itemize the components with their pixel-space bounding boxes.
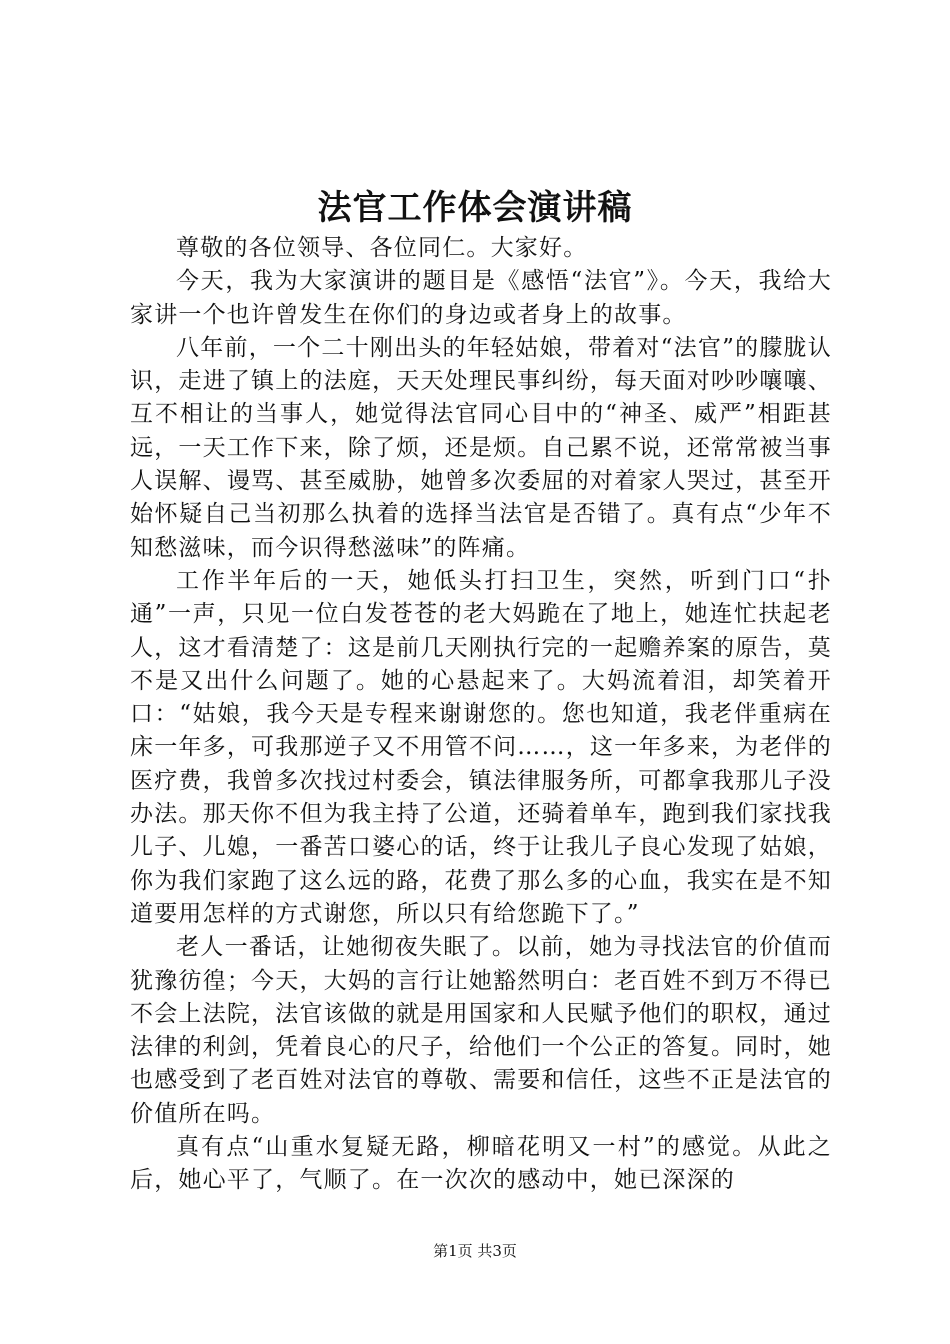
paragraph-turning-point: 真有点“山重水复疑无路，柳暗花明又一村”的感觉。从此之后，她心平了，气顺了。在一次次的感动中，她已深深的: [130, 1134, 832, 1194]
page-number-footer: 第1页 共3页: [433, 1242, 517, 1260]
paragraph-half-year-later: 工作半年后的一天，她低头打扫卫生，突然，听到门口“扑通”一声，只见一位白发苍苍的老大妈跪在了地上，她连忙扶起老人，这才看清楚了：这是前几天刚执行完的一起赡养案的原告，莫不是又出什么问题了。她的心悬起来了。大妈流着泪，却笑着开口：“姑娘，我今天是专程来谢谢您的。您也知道，我老伴重病在床一年多，可我那逆子又不用管不问……，这一年多来，为老伴的医疗费，我曾多次找过村委会，镇法律服务所，可都拿我那儿子没办法。那天你不但为我主持了公道，还骑着单车，跑到我们家找我儿子、儿媳，一番苦口婆心的话，终于让我儿子良心发现了姑娘，你为我们家跑了这么远的路，花费了那么多的心血，我实在是不知道要用怎样的方式谢您，所以只有给您跪下了。”: [130, 567, 832, 927]
paragraph-topic: 今天，我为大家演讲的题目是《感悟“法官”》。今天，我给大家讲一个也许曾发生在你们的身边或者身上的故事。: [130, 268, 832, 328]
document-title: 法官工作体会演讲稿: [317, 188, 633, 228]
paragraph-eight-years-ago: 八年前，一个二十刚出头的年轻姑娘，带着对“法官”的朦胧认识，走进了镇上的法庭，天天处理民事纠纷，每天面对吵吵嚷嚷、互不相让的当事人，她觉得法官同心目中的“神圣、威严”相距甚远，一天工作下来，除了烦，还是烦。自己累不说，还常常被当事人误解、谩骂、甚至威胁，她曾多次委屈的对着家人哭过，甚至开始怀疑自己当初那么执着的选择当法官是否错了。真有点“少年不知愁滋味，而今识得愁滋味”的阵痛。: [130, 334, 832, 561]
paragraph-reflection: 老人一番话，让她彻夜失眠了。以前，她为寻找法官的价值而犹豫彷徨；今天，大妈的言行让她豁然明白：老百姓不到万不得已不会上法院，法官该做的就是用国家和人民赋予他们的职权，通过法律的利剑，凭着良心的尺子，给他们一个公正的答复。同时，她也感受到了老百姓对法官的尊敬、需要和信任，这些不正是法官的价值所在吗。: [130, 934, 832, 1127]
document-body: [130, 232, 832, 1198]
paragraph-greeting: 尊敬的各位领导、各位同仁。大家好。: [176, 235, 588, 261]
